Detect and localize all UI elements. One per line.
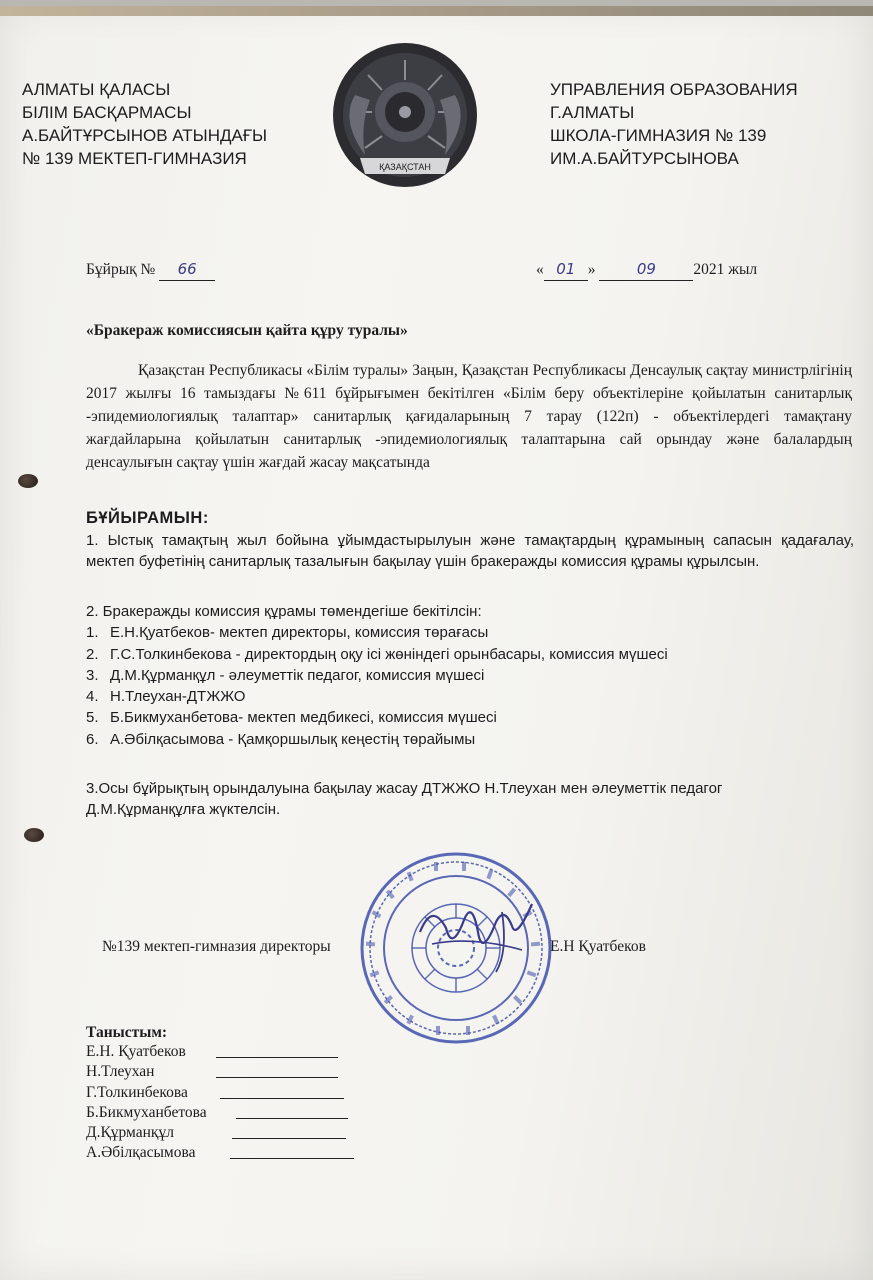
ack-name: Е.Н. Қуатбеков [86, 1043, 186, 1060]
punch-hole-top [18, 474, 38, 488]
list-item [86, 1083, 207, 1103]
date-quote-close: » [587, 261, 596, 278]
list-item-number: 2. [86, 645, 99, 663]
order-item-1: 1. Ыстық тамақтың жыл бойына ұйымдастырылуын және тамақтардың құрамының сапасын қадағалау, мектеп буфетінің санитарлық тазалығын бақылау үшін бракеражды комиссия құрамы құрылсын. [86, 532, 854, 570]
order-number-value: 66 [159, 258, 215, 281]
list-item-number: 3. [86, 666, 99, 684]
order-heading: БҰЙЫРАМЫН: [86, 509, 209, 527]
header-left-line: А.БАЙТҰРСЫНОВ АТЫНДАҒЫ [22, 126, 268, 145]
date-year: 2021 жыл [693, 261, 758, 278]
signature-line [230, 1158, 354, 1159]
header-right [550, 78, 798, 170]
signature-line [236, 1118, 348, 1119]
ack-name: Д.Құрманқұл [86, 1124, 174, 1142]
signature-line [220, 1098, 344, 1099]
date-quote-open: « [536, 261, 544, 278]
order-title: «Бракераж комиссиясын қайта құру туралы» [86, 322, 408, 339]
date-day: 01 [544, 258, 588, 281]
list-item [86, 1123, 207, 1143]
preamble-paragraph: Қазақстан Республикасы «Білім туралы» Заңын, Қазақстан Республикасы Денсаулық сақтау министрлігінің 2017 жылғы 16 тамыздағы №611 бұйрығымен бекітілген «Білім беру объектілеріне қойылатын санитарлық -эпидемиологиялық талаптар» санитарлық қағидаларының 7 тарау (122п) - объектілердегі тамақтану жағдайларына қойылатын санитарлық -эпидемиологиялық талаптарына сай орындау және балалардың денсаулығын сақтау үшін жағдай жасау мақсатында [86, 362, 852, 471]
list-item [86, 1103, 207, 1123]
order-number [86, 258, 215, 281]
list-item-number: 5. [86, 709, 99, 727]
signature-line [216, 1077, 338, 1078]
list-item [86, 1042, 207, 1062]
list-item [86, 729, 668, 750]
signature-name: Е.Н Қуатбеков [550, 938, 646, 955]
list-item [86, 1062, 207, 1082]
signature-position: №139 мектеп-гимназия директоры [102, 938, 331, 955]
order-item-2: 2. Бракеражды комиссия құрамы төмендегіше бекітілсін: [86, 603, 482, 620]
ack-name: Б.Бикмуханбетова [86, 1103, 207, 1121]
list-item-number: 1. [86, 624, 99, 642]
header-left-line: АЛМАТЫ ҚАЛАСЫ [22, 80, 171, 99]
order-date [536, 258, 757, 281]
header-left [22, 78, 267, 170]
list-item [86, 707, 668, 728]
list-item-text: Е.Н.Қуатбеков- мектеп директоры, комиссия төрағасы [110, 624, 489, 642]
acknowledgment-title: Таныстым: [86, 1024, 168, 1041]
list-item [86, 644, 668, 665]
ack-name: А.Әбілқасымова [86, 1144, 196, 1162]
ack-name: Г.Толкинбекова [86, 1083, 188, 1101]
order-item-3: 3.Осы бұйрықтың орындалуына бақылау жасау ДТЖЖО Н.Тлеухан мен әлеуметтік педагог Д.М.Құрманқұлға жүктелсін. [86, 780, 723, 818]
header-left-line: БІЛІМ БАСҚАРМАСЫ [22, 103, 192, 122]
page-top-edge [0, 6, 873, 16]
acknowledgment-list [86, 1042, 207, 1164]
signature-icon [412, 892, 538, 982]
header-left-line: № 139 МЕКТЕП-ГИМНАЗИЯ [22, 149, 247, 168]
list-item [86, 686, 668, 707]
list-item [86, 622, 668, 643]
header-right-line: Г.АЛМАТЫ [550, 103, 635, 122]
list-item-text: Д.М.Құрманқұл - әлеуметтік педагог, комиссия мүшесі [110, 666, 485, 684]
list-item-text: Б.Бикмуханбетова- мектеп медбикесі, комиссия мүшесі [110, 709, 497, 727]
signature-line [216, 1057, 338, 1058]
header-right-line: ИМ.А.БАЙТУРСЫНОВА [550, 149, 739, 168]
commission-list [86, 601, 668, 750]
ack-name: Н.Тлеухан [86, 1063, 155, 1081]
list-item-text: А.Әбілқасымова - Қамқоршылық кеңестің төрайымы [110, 730, 476, 748]
punch-hole-bottom [24, 828, 44, 842]
list-item-number: 6. [86, 730, 99, 748]
list-item-text: Г.С.Толкинбекова - директордың оқу ісі жөніндегі орынбасары, комиссия мүшесі [110, 645, 668, 663]
list-item [86, 665, 668, 686]
signature-line [232, 1138, 346, 1139]
header-right-line: УПРАВЛЕНИЯ ОБРАЗОВАНИЯ [550, 80, 798, 99]
header-right-line: ШКОЛА-ГИМНАЗИЯ № 139 [550, 126, 767, 145]
list-item [86, 1143, 207, 1163]
list-item-number: 4. [86, 688, 99, 706]
list-item-text: Н.Тлеухан-ДТЖЖО [110, 688, 246, 706]
emblem-label: ҚАЗАҚСТАН [379, 162, 431, 172]
order-label: Бұйрық № [86, 261, 156, 278]
date-month: 09 [599, 258, 693, 281]
state-emblem-icon [330, 40, 480, 190]
